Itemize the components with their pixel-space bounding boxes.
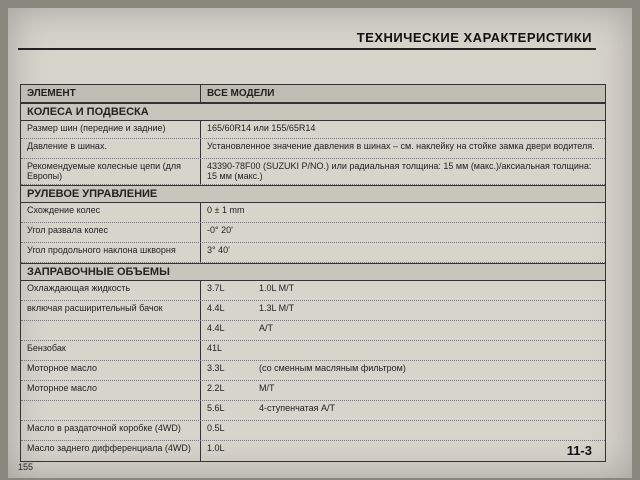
table-row [21, 421, 605, 441]
row-label: Охлаждающая жидкость [21, 281, 201, 300]
capacity-note: A/T [259, 323, 274, 333]
section-title-wheels: КОЛЕСА И ПОДВЕСКА [21, 103, 605, 121]
row-value [201, 321, 605, 340]
section-title-capacities: ЗАПРАВОЧНЫЕ ОБЪЕМЫ [21, 263, 605, 281]
table-row [21, 441, 605, 461]
capacity-value: 3.3L [207, 363, 225, 373]
capacity-note: (со сменным масляным фильтром) [259, 363, 406, 373]
row-label [21, 401, 201, 420]
row-label: Моторное масло [21, 361, 201, 380]
capacity-note: 1.3L M/T [259, 303, 295, 313]
row-value [201, 341, 605, 360]
row-value: 0 ± 1 mm [207, 205, 245, 215]
section-code: 11-3 [566, 443, 592, 458]
row-label: Схождение колес [21, 203, 201, 222]
row-value: 43390-78F00 (SUZUKI P/NO.) или радиальная толщина: 15 мм (макс.)/аксиальная толщина: 15 мм (макс.) [207, 161, 592, 181]
row-label: Давление в шинах. [21, 139, 201, 158]
table-row [21, 341, 605, 361]
row-value: 165/60R14 или 155/65R14 [207, 123, 316, 133]
capacity-value: 3.7L [207, 283, 225, 293]
row-value [201, 301, 605, 320]
row-value [201, 281, 605, 300]
capacity-value: 4.4L [207, 303, 225, 313]
table-row [21, 321, 605, 341]
table-header-row [21, 85, 605, 103]
col-header-element: ЭЛЕМЕНТ [21, 85, 201, 102]
capacity-value: 5.6L [207, 403, 225, 413]
header-rule [18, 48, 596, 50]
table-row [21, 381, 605, 401]
table-row [21, 361, 605, 381]
page-number: 155 [18, 462, 34, 472]
table-row [21, 401, 605, 421]
capacity-value: 1.0L [207, 443, 225, 453]
row-label: Угол развала колес [21, 223, 201, 242]
row-label: Масло в раздаточной коробке (4WD) [21, 421, 201, 440]
row-value [201, 421, 605, 440]
row-value: 3° 40' [207, 245, 230, 255]
row-label: Угол продольного наклона шкворня [21, 243, 201, 262]
table-row [21, 121, 605, 139]
capacity-value: 41L [207, 343, 223, 353]
spec-table [20, 84, 606, 462]
table-row [21, 139, 605, 159]
row-value [201, 401, 605, 420]
page-title: ТЕХНИЧЕСКИЕ ХАРАКТЕРИСТИКИ [356, 30, 592, 45]
table-row [21, 281, 605, 301]
table-row [21, 159, 605, 185]
row-label: Размер шин (передние и задние) [21, 121, 201, 138]
row-label [21, 321, 201, 340]
page-header [8, 8, 632, 56]
capacity-note: M/T [259, 383, 275, 393]
section-title-steering: РУЛЕВОЕ УПРАВЛЕНИЕ [21, 185, 605, 203]
capacity-value: 0.5L [207, 423, 225, 433]
manual-page [8, 8, 632, 478]
row-value: Установленное значение давления в шинах – см. наклейку на стойке замка двери водителя. [207, 141, 595, 151]
row-value [201, 381, 605, 400]
row-value [201, 361, 605, 380]
row-label: Бензобак [21, 341, 201, 360]
table-row [21, 203, 605, 223]
capacity-note: 1.0L M/T [259, 283, 295, 293]
capacity-note: 4-ступенчатая A/T [259, 403, 335, 413]
row-label: Масло заднего дифференциала (4WD) [21, 441, 201, 461]
row-label: Моторное масло [21, 381, 201, 400]
row-label: включая расширительный бачок [21, 301, 201, 320]
row-value [201, 441, 605, 461]
col-header-all-models: ВСЕ МОДЕЛИ [207, 88, 275, 99]
capacity-value: 2.2L [207, 383, 225, 393]
capacity-value: 4.4L [207, 323, 225, 333]
table-row [21, 301, 605, 321]
row-value: -0° 20' [207, 225, 233, 235]
table-row [21, 223, 605, 243]
row-label: Рекомендуемые колесные цепи (для Европы) [21, 159, 201, 184]
table-row [21, 243, 605, 263]
